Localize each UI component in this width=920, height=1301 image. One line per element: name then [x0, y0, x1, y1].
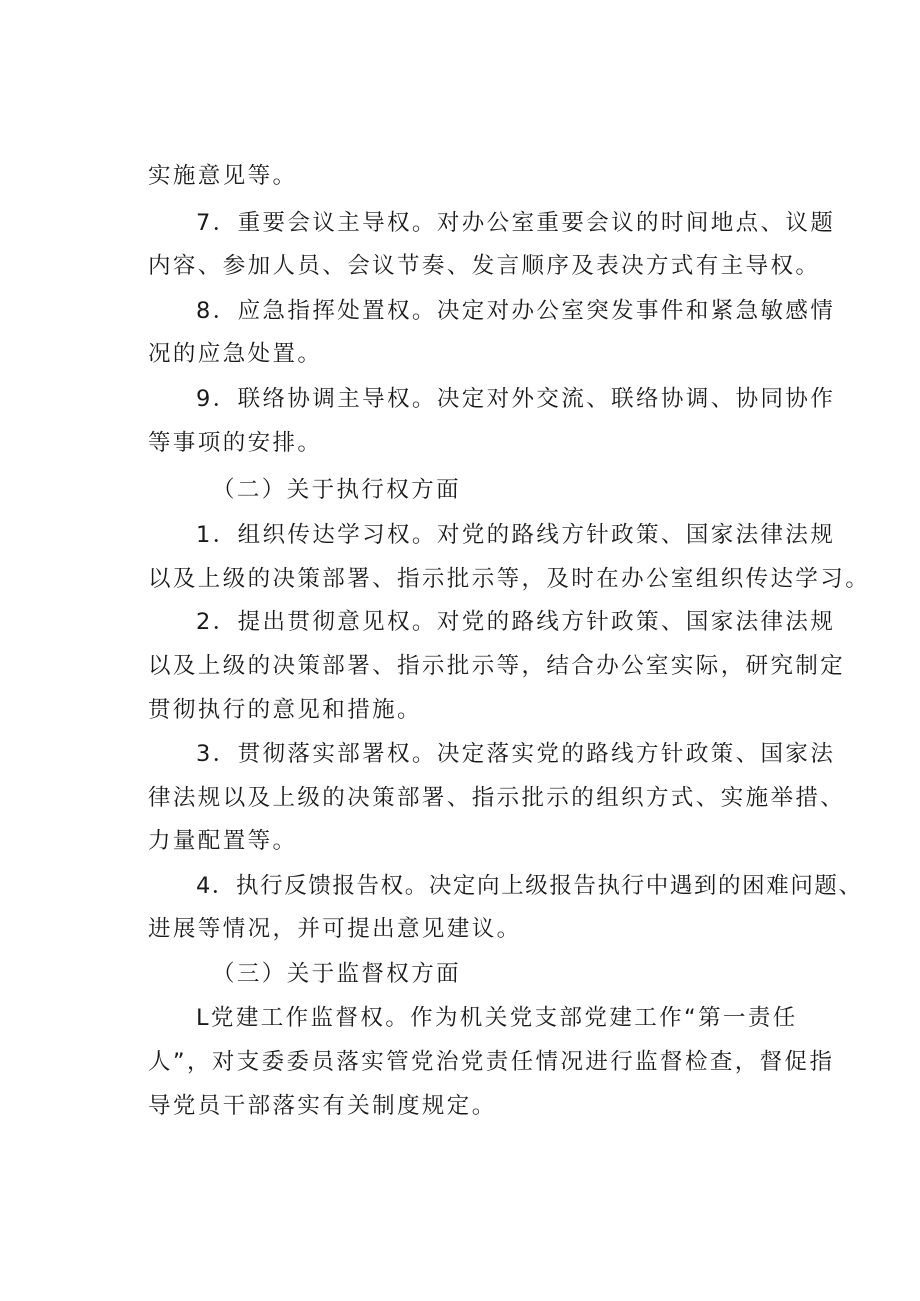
text-line: 7．重要会议主导权。对办公室重要会议的时间地点、议题: [196, 210, 836, 236]
text-line: 内容、参加人员、会议节奏、发言顺序及表决方式有主导权。: [148, 253, 821, 279]
text-line: 实施意见等。: [148, 163, 298, 189]
section-heading: （三）关于监督权方面: [212, 961, 462, 987]
text-line: 等事项的安排。: [148, 430, 323, 456]
text-line: 以及上级的决策部署、指示批示等，结合办公室实际，研究制定: [148, 653, 846, 679]
text-line: L党建工作监督权。作为机关党支部党建工作“第一责任: [196, 1005, 798, 1031]
text-line: 进展等情况，并可提出意见建议。: [148, 916, 522, 942]
text-line: 8．应急指挥处置权。决定对办公室突发事件和紧急敏感情: [196, 298, 836, 324]
text-line: 2．提出贯彻意见权。对党的路线方针政策、国家法律法规: [196, 609, 836, 635]
text-line: 1．组织传达学习权。对党的路线方针政策、国家法律法规: [196, 522, 836, 548]
text-line: 9．联络协调主导权。决定对外交流、联络协调、协同协作: [196, 386, 836, 412]
section-heading: （二）关于执行权方面: [212, 477, 462, 503]
text-line: 贯彻执行的意见和措施。: [148, 697, 422, 723]
text-line: 况的应急处置。: [148, 341, 323, 367]
text-line: 力量配置等。: [148, 828, 298, 854]
text-line: 4．执行反馈报告权。决定向上级报告执行中遇到的困难问题、: [196, 873, 863, 899]
text-line: 导党员干部落实有关制度规定。: [148, 1093, 497, 1119]
text-line: 以及上级的决策部署、指示批示等，及时在办公室组织传达学习。: [148, 566, 871, 592]
text-line: 3．贯彻落实部署权。决定落实党的路线方针政策、国家法: [196, 741, 836, 767]
text-line: 人”，对支委委员落实管党治党责任情况进行监督检查，督促指: [148, 1049, 835, 1075]
text-line: 律法规以及上级的决策部署、指示批示的组织方式、实施举措、: [148, 785, 846, 811]
